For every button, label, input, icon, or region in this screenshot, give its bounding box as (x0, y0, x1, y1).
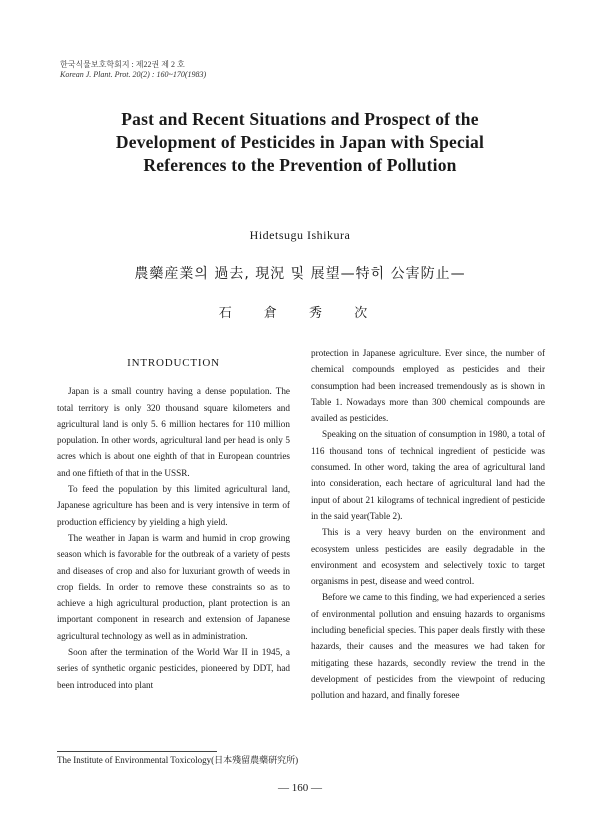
page-number: — 160 — (278, 782, 322, 794)
author-name: Hidetsugu Ishikura (249, 228, 351, 242)
footnote-divider (57, 751, 217, 752)
paragraph: Speaking on the situation of consumption in 1980, a total of 116 thousand tons of technical ingredient of pesticide was consumed. In other word, taking the area of agricultural land into consideration, each hectare of agricultural land had the input of about 21 kilograms of technical ingredient of pesticide in the said year(Table 2). (311, 429, 545, 521)
paragraph: This is a very heavy burden on the environment and ecosystem unless pesticides are easily degradable in the environment and ecosystem and selectively toxic to target organisms in pest, disease and weed control. (311, 527, 545, 587)
journal-citation (60, 60, 206, 80)
paragraph: To feed the population by this limited agricultural land, Japanese agriculture has been and is very intensive in term of production efficiency by yielding a high yield. (57, 484, 290, 527)
left-column (57, 345, 290, 693)
journal-korean-line: 한국식물보호학회지 : 제22권 제 2 호 (60, 60, 185, 69)
paragraph: protection in Japanese agriculture. Ever since, the number of chemical compounds employed as pesticides and their consumption had been increased tremendously as is shown in Table 1. Nowadays more than 300 chemical compounds are availed as pesticides. (311, 348, 545, 424)
author-affiliation-footnote: The Institute of Environmental Toxicology(日本殘留農藥硏究所) (57, 755, 299, 765)
paragraph: The weather in Japan is warm and humid in crop growing season which is favorable for the outbreak of a variety of pests and diseases of crop and also for luxuriant growth of weeds in crop fields. In order to remove these constraints so as to achieve a high agricultural production, plant protection is an important component in research and extension of Japanese agricultural technology as well as in administration. (57, 532, 290, 641)
right-column (311, 345, 545, 704)
paragraph: Japan is a small country having a dense population. The total territory is only 320 thousand square kilometers and agricultural land is only 5. 6 million hectares for 110 million population. In other words, agricultural land per head is only 5 acres which is about one eighth of that in European countries and one fiftieth of that in the USSR. (57, 386, 290, 478)
korean-title: 農藥産業의 過去, 現況 및 展望—特히 公害防止— (134, 266, 466, 282)
paper-title: Past and Recent Situations and Prospect of the Development of Pesticides in Japan with Special References to the Prevention of Pollution (115, 109, 485, 175)
paragraph: Before we came to this finding, we had experienced a series of environmental pollution and ensuing hazards to organisms including beneficial species. This paper deals firstly with these hazards, their causes and the measures we had taken for mitigating these hazards, secondly review the trend in the development of pesticides from the viewpoint of reducing pollution and hazard, and finally foresee (311, 592, 545, 701)
korean-author-name: 石 倉 秀 次 (218, 306, 382, 321)
paragraph: Soon after the termination of the World War II in 1945, a series of synthetic organic pesticides, pioneered by DDT, had been introduced into plant (57, 647, 290, 690)
journal-english-line: Korean J. Plant. Prot. 20(2) : 160~170(1983) (60, 70, 207, 79)
section-heading: INTRODUCTION (127, 357, 220, 369)
